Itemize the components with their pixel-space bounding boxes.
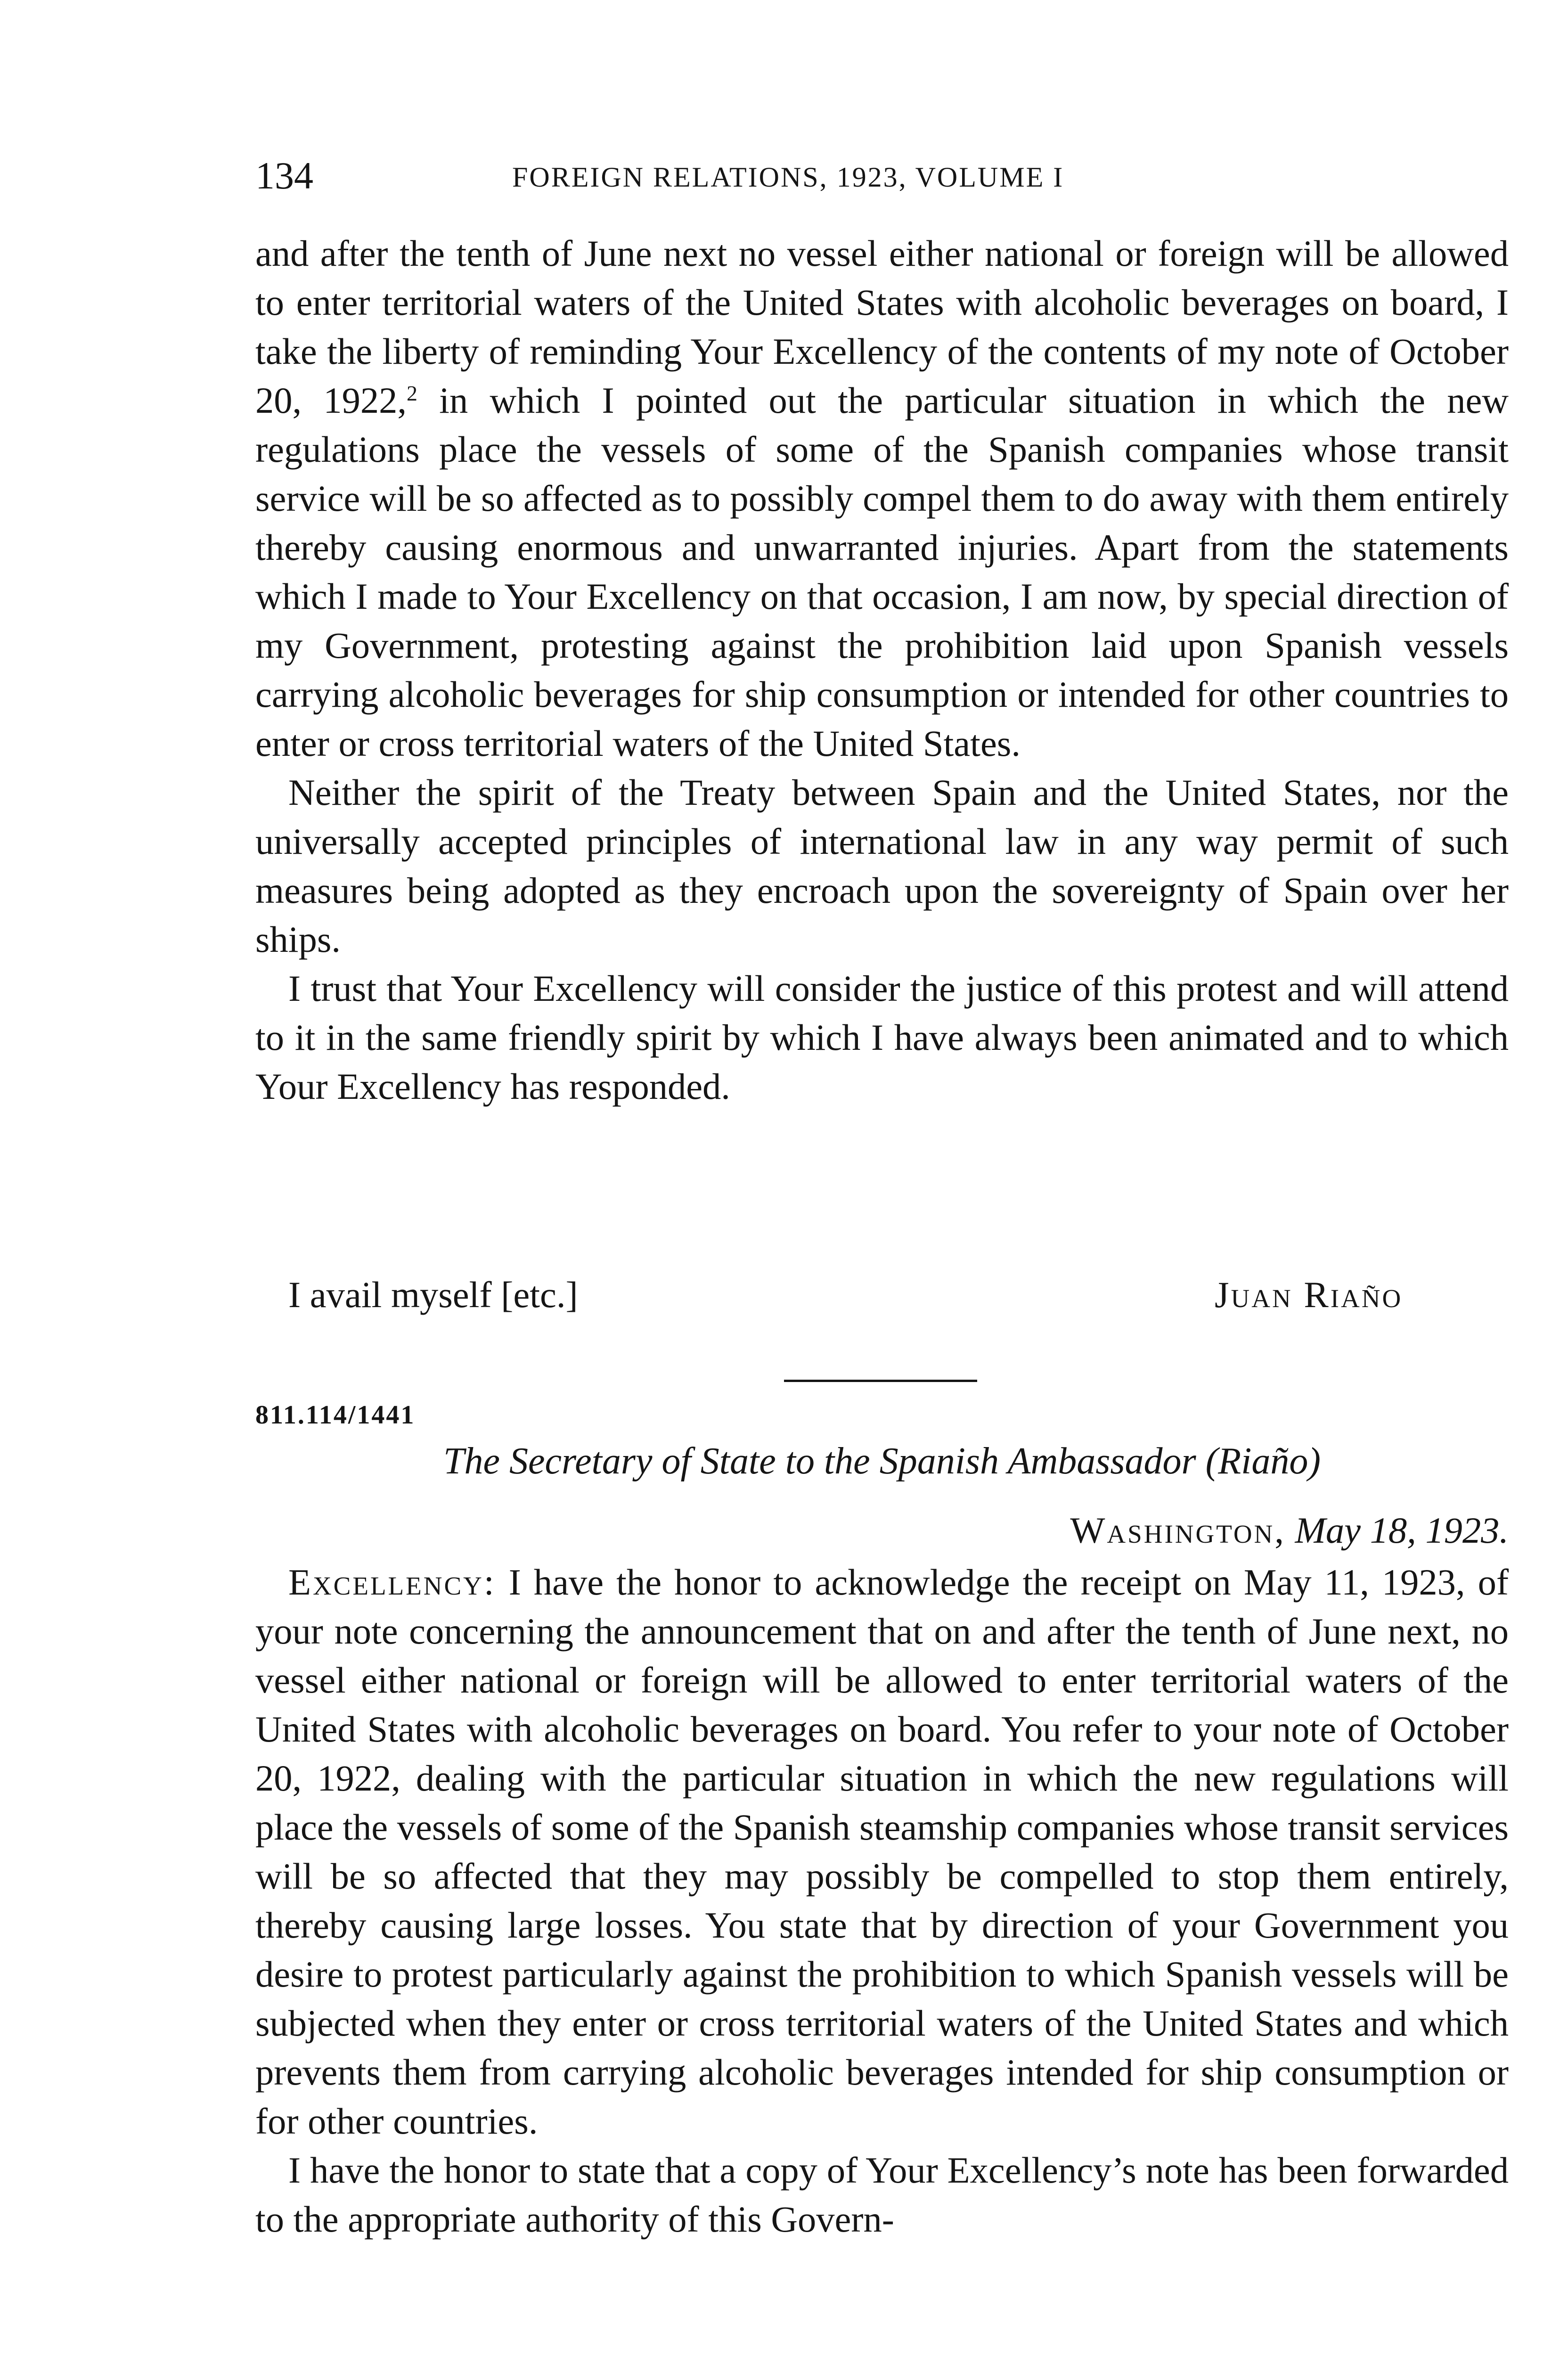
section-divider: [784, 1380, 977, 1382]
secretary-letter-body: [255, 1558, 1509, 2244]
paragraph-text: in which I pointed out the particular situation in which the new regulations place the vessels of some of the Spanish companies whose transit service will be so affected as to possibly compel them to do away with them entirely thereby causing enormous and unwarranted injuries. Apart from the statements which I made to Your Excellency on that occasion, I am now, by special direction of my Government, protesting against the prohibition laid upon Spanish vessels carrying alcoholic beverages for ship consumption or intended for other countries to enter or cross territorial waters of the United States.: [255, 380, 1509, 764]
letter-paragraph: I trust that Your Excellency will consider the justice of this protest and will attend to it in the same friendly spirit by which I have always been animated and to which Your Excellency has responded.: [255, 968, 1509, 1107]
signature: Juan Riaño: [1215, 1274, 1403, 1315]
paragraph-text: I have the honor to acknowledge the receipt on May 11, 1923, of your note concerning the announcement that on and after the tenth of June next, no vessel either national or foreign will be allowed to enter territorial waters of the United States with alcoholic beverages on board. You refer to your note of October 20, 1922, dealing with the particular situation in which the new regulations will place the vessels of some of the Spanish steamship companies whose transit services will be so affected that they may possibly be compelled to stop them entirely, thereby causing large losses. You state that by direction of your Government you desire to protest particularly against the prohibition to which Spanish vessels will be subjected when they enter or cross territorial waters of the United States and which prevents them from carrying alcoholic beverages intended for ship consumption or for other countries.: [255, 1562, 1509, 2142]
page-header: [255, 150, 1509, 202]
letter-closing: I avail myself [etc.]: [288, 1274, 578, 1315]
letter-paragraph: [255, 229, 1509, 768]
running-title: FOREIGN RELATIONS, 1923, VOLUME I: [512, 162, 1064, 193]
letter-paragraph: [255, 1558, 1509, 2146]
paragraph-text: and after the tenth of June next no vessel either national or foreign will be allowed to enter territorial waters of the United States with alcoholic beverages on board, I take the liberty of reminding Your Excellency of the contents of my note of October 20, 1922,: [255, 233, 1509, 421]
footnote-reference: 2: [406, 381, 417, 405]
salutation: Excellency:: [288, 1562, 496, 1603]
letter-paragraph: Neither the spirit of the Treaty between Spain and the United States, nor the universally accepted principles of international law in any way permit of such measures being adopted as they encroach upon the sovereignty of Spain over her ships.: [255, 772, 1509, 960]
document-heading: The Secretary of State to the Spanish Ambassador (Riaño): [443, 1440, 1321, 1482]
dateline-date: May 18, 1923.: [1295, 1510, 1509, 1551]
dateline-place: Washington,: [1070, 1510, 1286, 1551]
letter-paragraph: I have the honor to state that a copy of Your Excellency’s note has been forwarded to the appropriate authority of this Govern-: [255, 2150, 1509, 2240]
page-number: 134: [255, 154, 313, 197]
dateline: [1070, 1506, 1509, 1555]
file-number: 811.114/1441: [255, 1400, 416, 1430]
letter-body: [255, 229, 1509, 1111]
